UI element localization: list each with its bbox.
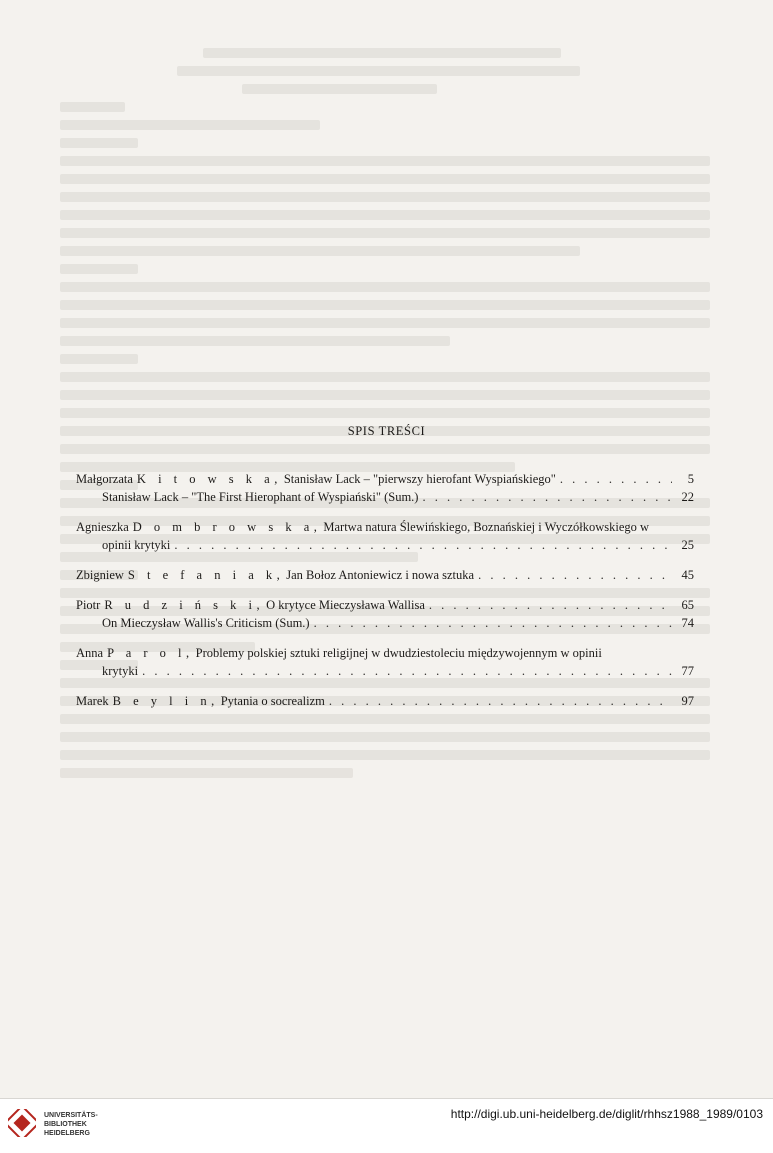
article-title: Pytania o socrealizm: [220, 694, 325, 708]
toc-entry: [76, 470, 694, 506]
toc-line[interactable]: [76, 596, 694, 614]
article-title: Martwa natura Ślewińskiego, Boznańskiej i Wyczółkowskiego w: [323, 520, 650, 534]
toc-entry: [76, 692, 694, 710]
dot-leader: [314, 614, 672, 632]
permalink-url[interactable]: http://digi.ub.uni-heidelberg.de/diglit/rhhsz1988_1989/0103: [450, 1107, 763, 1121]
toc-line[interactable]: [76, 536, 694, 554]
library-logo-icon[interactable]: [8, 1109, 36, 1137]
author-first-name: Anna: [76, 646, 104, 660]
toc-line[interactable]: [76, 614, 694, 632]
author-first-name: Zbigniew: [76, 568, 124, 582]
toc-line[interactable]: [76, 470, 694, 488]
toc-line[interactable]: [76, 488, 694, 506]
toc-entry: [76, 566, 694, 584]
author-surname: D o m b r o w s k a,: [132, 520, 322, 534]
logo-line: UNIVERSITÄTS-: [44, 1112, 98, 1119]
page-number: 77: [681, 664, 694, 678]
page-number: 74: [681, 616, 694, 630]
article-title: Stanisław Lack – "The First Hierophant of Wyspiański" (Sum.): [102, 490, 419, 504]
author-first-name: Marek: [76, 694, 109, 708]
page-number: 25: [681, 538, 694, 552]
toc-line[interactable]: [76, 566, 694, 584]
author-surname: K i t o w s k a,: [136, 472, 282, 486]
table-of-contents: [76, 470, 694, 722]
toc-entry: [76, 644, 694, 680]
logo-line: BIBLIOTHEK: [44, 1121, 87, 1128]
toc-entry: [76, 518, 694, 554]
dot-leader: [478, 566, 672, 584]
page-number: 97: [681, 694, 694, 708]
author-first-name: Piotr: [76, 598, 101, 612]
article-title: Jan Bołoz Antoniewicz i nowa sztuka: [286, 568, 475, 582]
article-title: opinii krytyki: [102, 538, 171, 552]
page-number: 45: [681, 568, 694, 582]
page-number: 5: [687, 472, 694, 486]
author-first-name: Agnieszka: [76, 520, 129, 534]
logo-line: HEIDELBERG: [44, 1130, 90, 1137]
dot-leader: [422, 488, 672, 506]
dot-leader: [329, 692, 672, 710]
article-title: O krytyce Mieczysława Wallisa: [266, 598, 425, 612]
author-surname: P a r o l,: [107, 646, 194, 660]
viewer-footer: [0, 1098, 773, 1153]
article-title: On Mieczysław Wallis's Criticism (Sum.): [102, 616, 310, 630]
article-title: Stanisław Lack – "pierwszy hierofant Wyspiańskiego": [283, 472, 556, 486]
author-surname: B e y l i n,: [112, 694, 219, 708]
library-logo-text: [44, 1111, 98, 1138]
dot-leader: [142, 662, 672, 680]
author-surname: S t e f a n i a k,: [127, 568, 285, 582]
toc-entry: [76, 596, 694, 632]
article-title: krytyki: [102, 664, 139, 678]
dot-leader: [174, 536, 672, 554]
dot-leader: [429, 596, 672, 614]
toc-line[interactable]: [76, 692, 694, 710]
author-first-name: Małgorzata: [76, 472, 133, 486]
article-title: Problemy polskiej sztuki religijnej w dwudziestoleciu międzywojennym w opinii: [195, 646, 602, 660]
author-surname: R u d z i ń s k i,: [104, 598, 265, 612]
page-number: 22: [681, 490, 694, 504]
toc-line[interactable]: [76, 518, 694, 536]
page-number: 65: [681, 598, 694, 612]
dot-leader: [560, 470, 672, 488]
page-title: SPIS TREŚCI: [347, 424, 426, 438]
toc-line[interactable]: [76, 662, 694, 680]
toc-line[interactable]: [76, 644, 694, 662]
